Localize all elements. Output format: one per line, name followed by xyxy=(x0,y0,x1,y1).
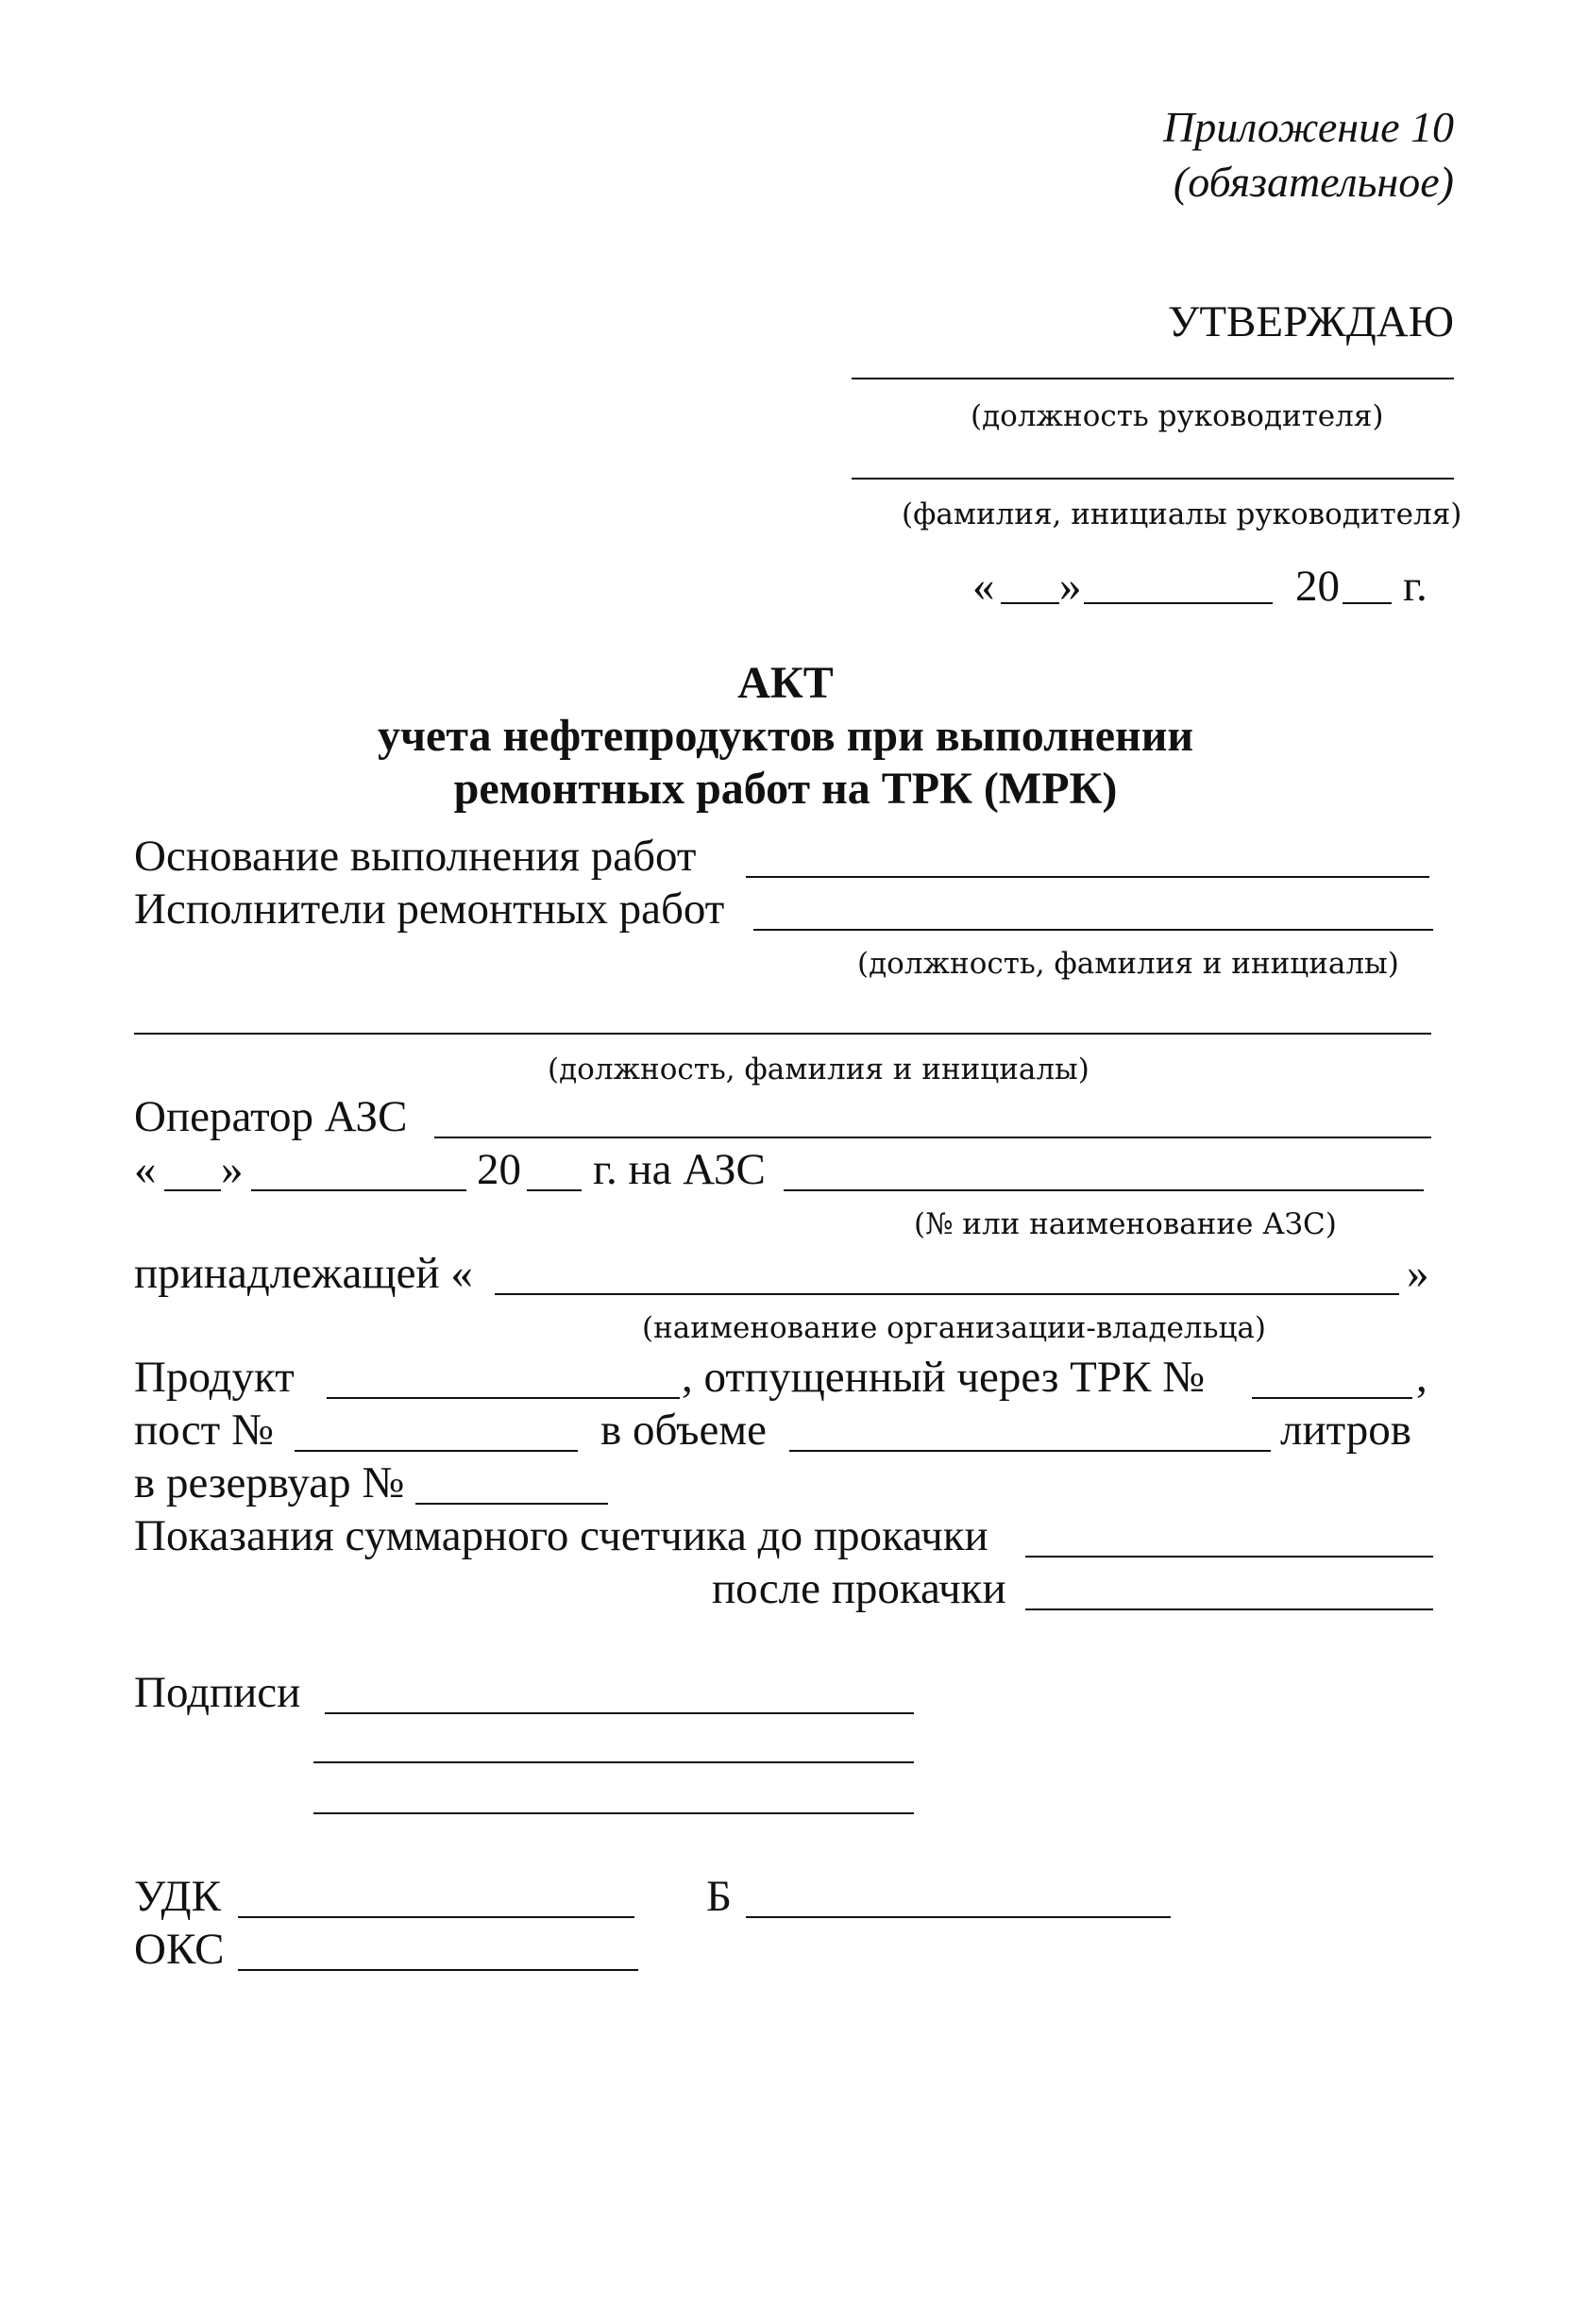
signature-line-3[interactable] xyxy=(313,1812,914,1814)
executors-caption-2: (должность, фамилия и инициалы) xyxy=(548,1053,1090,1086)
volume-line[interactable] xyxy=(789,1450,1271,1452)
counter-after-line[interactable] xyxy=(1025,1608,1433,1610)
manager-position-caption: (должность руководителя) xyxy=(971,399,1384,433)
product-line-comma: , xyxy=(1416,1353,1427,1402)
approve-day-line[interactable] xyxy=(1001,602,1059,604)
approve-year-prefix: 20 xyxy=(1295,562,1340,611)
b-label: Б xyxy=(706,1872,732,1921)
station-line[interactable] xyxy=(784,1189,1424,1191)
signature-line-2[interactable] xyxy=(313,1761,914,1763)
executors-line-2[interactable] xyxy=(134,1033,1431,1035)
belonging-label: принадлежащей « xyxy=(134,1249,473,1298)
operator-line[interactable] xyxy=(434,1137,1431,1138)
b-line[interactable] xyxy=(746,1916,1171,1918)
operator-label: Оператор АЗС xyxy=(134,1092,408,1141)
counter-before-label: Показания суммарного счетчика до прокачки xyxy=(134,1511,988,1560)
executors-caption-1: (должность, фамилия и инициалы) xyxy=(857,947,1399,981)
udk-line[interactable] xyxy=(238,1916,634,1918)
approve-label: УТВЕРЖДАЮ xyxy=(1168,297,1454,346)
approve-month-line[interactable] xyxy=(1084,602,1273,604)
tank-number-line[interactable] xyxy=(415,1503,608,1505)
owner-line[interactable] xyxy=(495,1293,1399,1295)
oks-label: ОКС xyxy=(134,1925,225,1974)
product-line[interactable] xyxy=(327,1397,680,1399)
oks-line[interactable] xyxy=(238,1969,638,1971)
trk-number-line[interactable] xyxy=(1252,1397,1412,1399)
executors-label: Исполнители ремонтных работ xyxy=(134,884,725,934)
signature-line-1[interactable] xyxy=(325,1712,914,1714)
tank-label: в резервуар № xyxy=(134,1458,405,1507)
manager-name-line[interactable] xyxy=(852,478,1454,480)
owner-caption: (наименование организации-владельца) xyxy=(642,1311,1266,1345)
approve-year-line[interactable] xyxy=(1343,602,1392,604)
basis-line[interactable] xyxy=(746,876,1429,878)
post-number-line[interactable] xyxy=(295,1450,578,1452)
approve-date-close-quote: » xyxy=(1059,562,1082,611)
product-label: Продукт xyxy=(134,1353,295,1402)
station-label: г. на АЗС xyxy=(593,1145,766,1194)
manager-position-line[interactable] xyxy=(852,378,1454,379)
manager-name-caption: (фамилия, инициалы руководителя) xyxy=(902,497,1462,531)
approve-year-suffix: г. xyxy=(1403,562,1427,611)
post-label: пост № xyxy=(134,1406,274,1455)
signatures-label: Подписи xyxy=(134,1668,301,1717)
appendix-label: Приложение 10 xyxy=(1162,103,1454,151)
udk-label: УДК xyxy=(134,1872,221,1921)
volume-label: в объеме xyxy=(600,1406,767,1455)
year-line[interactable] xyxy=(527,1189,582,1191)
date-close-quote: » xyxy=(221,1145,244,1194)
document-title: АКТ xyxy=(737,658,834,708)
station-caption: (№ или наименование АЗС) xyxy=(914,1207,1337,1241)
document-subtitle-1: учета нефтепродуктов при выполнении xyxy=(377,711,1194,761)
year-prefix: 20 xyxy=(477,1145,521,1194)
liters-label: литров xyxy=(1280,1406,1411,1455)
document-subtitle-2: ремонтных работ на ТРК (МРК) xyxy=(453,764,1118,814)
date-open-quote: « xyxy=(134,1145,157,1194)
executors-line[interactable] xyxy=(753,929,1433,931)
belonging-close-quote: » xyxy=(1407,1249,1429,1298)
approve-date-open-quote: « xyxy=(972,562,995,611)
counter-after-label: после прокачки xyxy=(712,1564,1006,1613)
mandatory-label: (обязательное) xyxy=(1173,158,1454,206)
day-line[interactable] xyxy=(164,1189,221,1191)
counter-before-line[interactable] xyxy=(1025,1556,1433,1558)
released-label: , отпущенный через ТРК № xyxy=(682,1353,1205,1402)
basis-label: Основание выполнения работ xyxy=(134,832,697,881)
month-line[interactable] xyxy=(251,1189,466,1191)
